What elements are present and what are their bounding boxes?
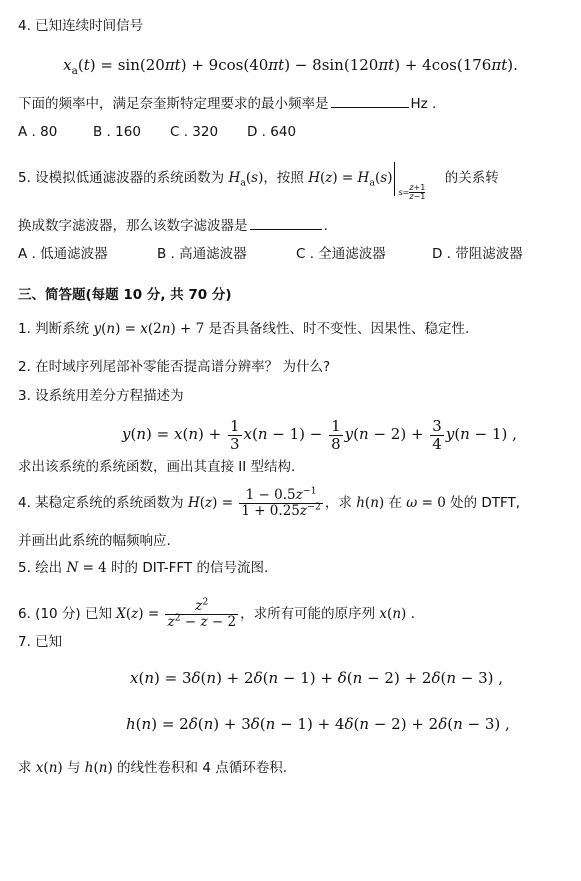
- q4-intro: 4. 已知连续时间信号: [18, 18, 144, 34]
- problem-7-x-sequence: x(n) = 3δ(n) + 2δ(n − 1) + δ(n − 2) + 2δ(n − 3) ,: [130, 669, 504, 687]
- q5-line1: 5. 设模拟低通滤波器的系统函数为 $H_a(s)$，按照 $H(z) = H_a(s)$ s= $\frac{z+1}{z-1}$ 的关系转: [18, 172, 499, 186]
- q4-option-d: D . 640: [247, 124, 297, 140]
- q4-option-a: A . 80: [18, 124, 58, 140]
- q5-option-a: A . 低通滤波器: [18, 246, 108, 262]
- problem-4-task: 并画出此系统的幅频响应.: [18, 533, 171, 549]
- section-title: 三、简答题(每题 10 分, 共 70 分): [18, 287, 232, 303]
- q5-option-c: C . 全通滤波器: [296, 246, 386, 262]
- problem-5: 5. 绘出 N = 4 时的 DIT-FFT 的信号流图.: [18, 560, 269, 576]
- q4-answer-blank[interactable]: [331, 105, 409, 108]
- problem-3-equation: y(n) = x(n) + $\frac{1}{3}$ x(n − 1) − $\frac{1}{8}$ y(n − 2) + $\frac{3}{4}$ y(n − 1) ,: [122, 417, 517, 453]
- problem-1: 1. 判断系统 y(n) = x(2n) + 7 是否具备线性、时不变性、因果性、稳定性.: [18, 321, 470, 337]
- problem-4-line1: 4. 某稳定系统的系统函数为 H(z) = $\frac{1 - 0.5z^{-1}}{1 + 0.25z^{-2}}$ ，求 h(n) 在 ω = 0 处的 DTFT,: [18, 485, 521, 519]
- problem-7-intro: 7. 已知: [18, 634, 63, 650]
- problem-7-h-sequence: h(n) = 2δ(n) + 3δ(n − 1) + 4δ(n − 2) + 2δ(n − 3) ,: [126, 715, 510, 733]
- problem-2: 2. 在时域序列尾部补零能否提高谱分辨率？ 为什么?: [18, 359, 331, 375]
- problem-3-task: 求出该系统的系统函数，画出其直接 II 型结构.: [18, 459, 296, 475]
- q4-formula: $x_a(t) = \sin(20\pi t) + 9\cos(40\pi t) - 8\sin(120\pi t) + 4\cos(176\pi t)$.: [63, 56, 518, 77]
- q4-option-b: B . 160: [93, 124, 141, 140]
- problem-6: 6. (10 分) 已知 X(z) = $\frac{z^2}{z^2 - z - 2}$ ，求所有可能的原序列 x(n) .: [18, 596, 415, 630]
- problem-7-task: 求 x(n) 与 h(n) 的线性卷积和 4 点循环卷积.: [18, 760, 288, 776]
- q5-option-b: B . 高通滤波器: [157, 246, 247, 262]
- problem-3-intro: 3. 设系统用差分方程描述为: [18, 388, 184, 404]
- q5-option-d: D . 带阻滤波器: [432, 246, 523, 262]
- q5-answer-blank[interactable]: [250, 227, 322, 230]
- q4-option-c: C . 320: [170, 124, 219, 140]
- q4-question: 下面的频率中，满足奈奎斯特定理要求的最小频率是 Hz .: [18, 96, 437, 112]
- q5-line2: 换成数字滤波器，那么该数字滤波器是 .: [18, 218, 328, 234]
